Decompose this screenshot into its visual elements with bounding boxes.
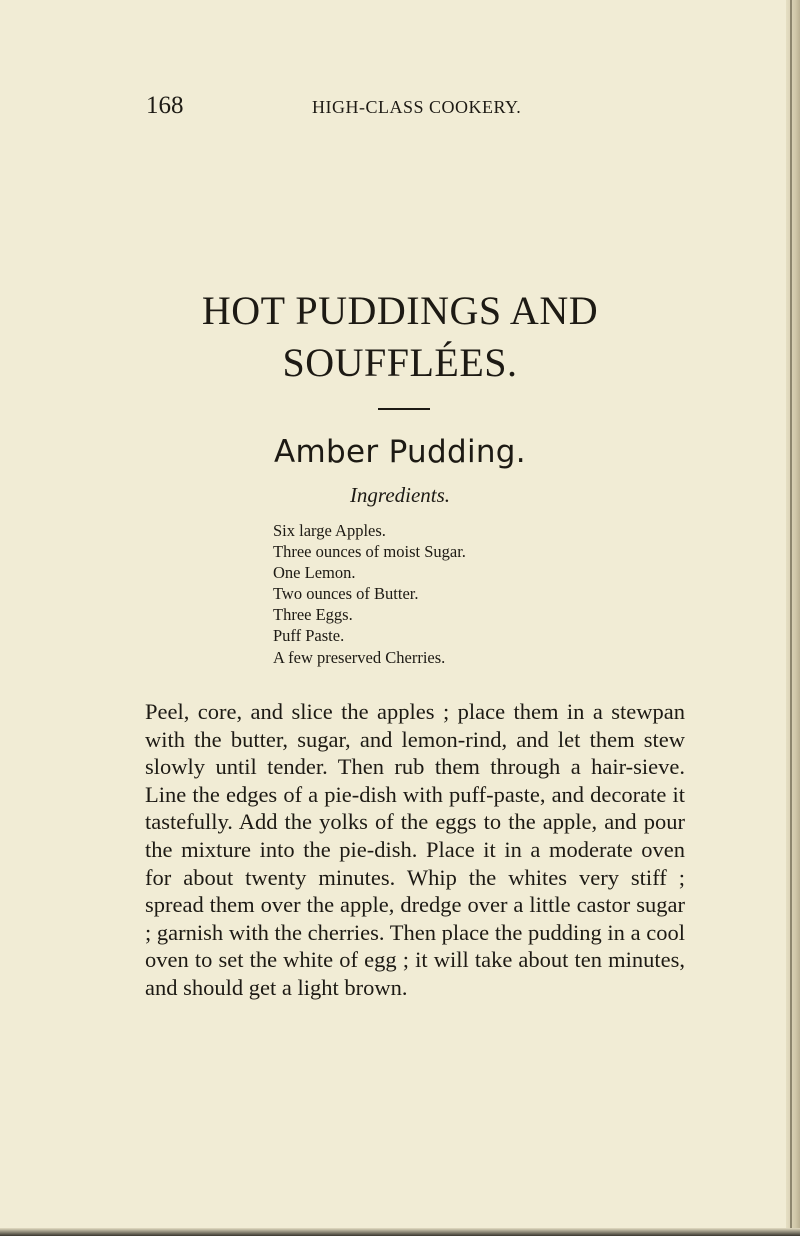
page-number: 168: [146, 92, 184, 119]
ingredient-item: A few preserved Cherries.: [273, 647, 446, 667]
title-rule: [378, 408, 430, 410]
ingredient-item: One Lemon.: [273, 563, 356, 583]
page-bottom-edge: [0, 1228, 800, 1236]
ingredients-list: [273, 520, 466, 668]
ingredient-item: Three Eggs.: [273, 605, 353, 625]
ingredient-item: Puff Paste.: [273, 626, 345, 646]
ingredient-item: Six large Apples.: [273, 521, 386, 540]
method-paragraph: Peel, core, and slice the apples ; place them in a stewpan with the butter, sugar, and lemon-rind, and let them stew slowly until tender. Then rub them through a hair-sieve. Line the edges of a pie-dish with puff-paste, and decorate it tastefully. Add the yolks of the eggs to the apple, and pour the mixture into the pie-dish. Place it in a moderate oven for about twenty minutes. Whip the whites very stiff ; spread them over the apple, dredge over a little castor sugar ; garnish with the cherries. Then place the pudding in a cool oven to set the white of egg ; it will take about ten minutes, and should get a light brown.: [145, 699, 685, 1000]
page-edge: [786, 0, 800, 1236]
ingredient-item: Two ounces of Butter.: [273, 584, 419, 604]
recipe-title: Amber Pudding.: [274, 434, 526, 470]
ingredient-item: Three ounces of moist Sugar.: [273, 542, 466, 562]
section-title-line-2: SOUFFLÉES.: [282, 340, 518, 385]
ingredients-heading: Ingredients.: [349, 483, 451, 507]
running-head: HIGH-CLASS COOKERY.: [312, 97, 522, 117]
page-header: [146, 92, 566, 122]
page-edge-line: [790, 0, 792, 1236]
section-title-line-1: HOT PUDDINGS AND: [201, 288, 599, 333]
section-title: [0, 285, 800, 389]
